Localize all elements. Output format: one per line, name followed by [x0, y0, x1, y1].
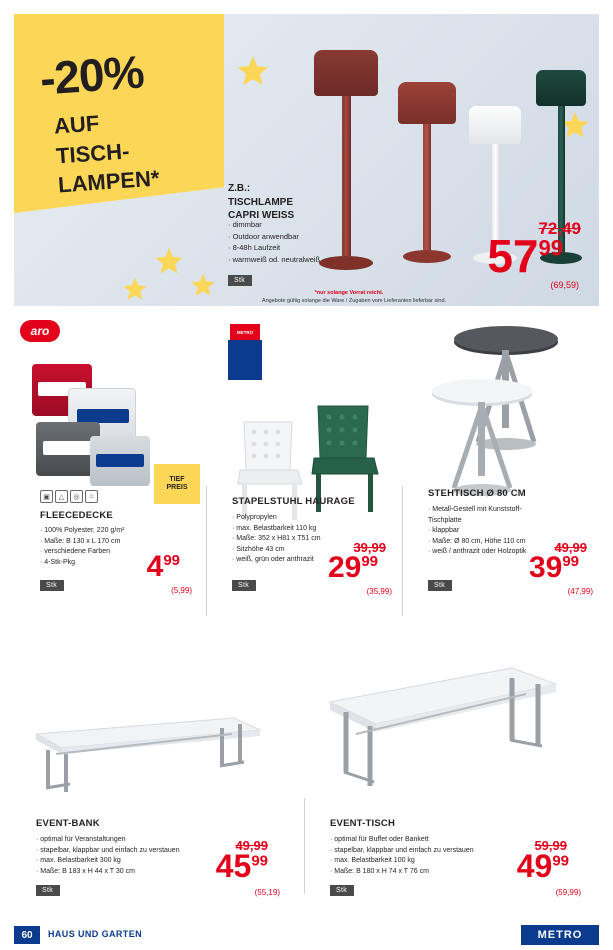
- unit-badge: Stk: [428, 580, 452, 591]
- unit-badge: Stk: [36, 885, 60, 896]
- list-item: · Outdoor anwendbar: [228, 231, 320, 243]
- hero-old-price: 72,49: [538, 219, 581, 238]
- product-name: STAPELSTUHL HAURAGE: [232, 496, 355, 507]
- price-cents: 99: [251, 852, 268, 870]
- hero-subtitle-line2: TISCH-: [55, 138, 131, 169]
- list-item: · Sitzhöhe 43 cm: [232, 545, 342, 556]
- list-item: · warmweiß od. neutralweiß: [228, 254, 320, 266]
- product-feature-list: [330, 835, 480, 877]
- lamp-image-red: [398, 82, 456, 263]
- price-main: 39: [528, 551, 563, 584]
- product-feature-list: [36, 835, 186, 877]
- list-item: · verschiedene Farben: [40, 547, 160, 558]
- star-icon: [122, 276, 148, 302]
- list-item: · Polypropylen: [232, 513, 342, 524]
- list-item: · Maße: Ø 80 cm, Höhe 110 cm: [428, 537, 540, 548]
- price-cents: 99: [552, 852, 569, 870]
- price-net: (55,19): [254, 888, 280, 897]
- product-card-stehtisch[interactable]: [406, 318, 599, 618]
- product-row-3: [14, 648, 599, 898]
- old-price: 49,99: [235, 838, 268, 853]
- list-item: · Maße: B 130 x L 170 cm: [40, 537, 160, 548]
- brand-flag: [228, 340, 262, 380]
- list-item: · 100% Polyester, 220 g/m²: [40, 526, 160, 537]
- wash-icon: ▣: [40, 490, 53, 503]
- price-main: 49: [516, 848, 553, 884]
- product-price: [215, 848, 268, 884]
- tiefpreis-line1: TIEF: [169, 476, 185, 484]
- product-feature-list: [428, 505, 540, 558]
- tumble-dry-icon: ◎: [70, 490, 83, 503]
- list-item: · 8-48h Laufzeit: [228, 242, 320, 254]
- price-main: 29: [327, 551, 362, 584]
- hero-product-name-line1: TISCHLAMPE: [228, 196, 293, 208]
- hero-price-cents: 99: [538, 235, 563, 261]
- hero-footnote-gray: Angebote gültig solange die Ware / Zugaben vom Lieferanten lieferbar sind.: [261, 298, 447, 304]
- list-item: · stapelbar, klappbar und einfach zu verstauen: [36, 846, 186, 857]
- list-item: · Maße: 352 x H81 x T51 cm: [232, 534, 342, 545]
- list-item: · max. Belastbarkeit 110 kg: [232, 524, 342, 535]
- price-net: (47,99): [567, 587, 593, 596]
- list-item: · klappbar: [428, 526, 540, 537]
- hero-product-name-line2: CAPRI WEISS: [228, 210, 295, 221]
- product-card-stapelstuhl[interactable]: [210, 318, 400, 618]
- product-name: EVENT-BANK: [36, 818, 100, 829]
- page-number: 60: [14, 926, 40, 944]
- product-card-event-tisch[interactable]: [310, 648, 599, 898]
- product-name: EVENT-TISCH: [330, 818, 396, 829]
- list-item: · max. Belastbarkeit 100 kg: [330, 856, 480, 867]
- divider: [304, 798, 305, 894]
- divider: [402, 486, 403, 616]
- product-price: [146, 550, 180, 583]
- product-price: [516, 848, 569, 884]
- care-icons: [40, 490, 98, 503]
- tiefpreis-badge: [154, 464, 200, 504]
- hero-subtitle-line3: LAMPEN*: [57, 165, 161, 198]
- price-net: (59,99): [555, 888, 581, 897]
- hero-discount: -20%: [38, 45, 146, 105]
- product-price: [327, 551, 378, 584]
- price-cents: 99: [562, 553, 579, 570]
- blanket-image-lightgray: [90, 436, 150, 486]
- list-item: · optimal für Buffet oder Bankett: [330, 835, 480, 846]
- old-price: 39,99: [353, 540, 386, 555]
- star-icon: [154, 246, 184, 276]
- unit-badge: Stk: [40, 580, 64, 591]
- star-icon: [236, 54, 270, 88]
- list-item: · stapelbar, klappbar und einfach zu verstauen: [330, 846, 480, 857]
- product-name: FLEECEDECKE: [40, 510, 113, 521]
- product-card-event-bank[interactable]: [14, 648, 302, 898]
- footer-category: HAUS UND GARTEN: [48, 929, 143, 939]
- footer-bar: [14, 926, 599, 944]
- list-item: · weiß / anthrazit oder Holzoptik: [428, 547, 540, 558]
- tiefpreis-line2: PREIS: [166, 484, 188, 491]
- list-item: · Maße: B 183 x H 44 x T 30 cm: [36, 867, 186, 878]
- price-cents: 99: [163, 552, 180, 569]
- metro-professional-badge: METRO: [230, 324, 260, 340]
- hero-promo-banner: [14, 14, 599, 306]
- product-feature-list: [40, 526, 160, 568]
- page-footer: [0, 922, 613, 950]
- product-price: [528, 551, 579, 584]
- bleach-icon: △: [55, 490, 68, 503]
- divider: [206, 486, 207, 616]
- hero-price-net: (69,59): [550, 280, 579, 290]
- hero-subtitle-line1: AUF: [53, 110, 101, 139]
- product-row-2: [14, 318, 599, 618]
- list-item: · Maße: B 180 x H 74 x T 76 cm: [330, 867, 480, 878]
- hero-price-main: 57: [487, 230, 539, 282]
- price-net: (35,99): [366, 587, 392, 596]
- old-price: 49,99: [554, 540, 587, 555]
- unit-badge: Stk: [330, 885, 354, 896]
- list-item: · Metall-Gestell mit Kunststoff-Tischplatte: [428, 505, 540, 526]
- hero-subtitle: [53, 105, 160, 201]
- lamp-image-dark-red-tall: [314, 50, 378, 270]
- hero-footnote-red: *nur solange Vorrat reicht.: [314, 290, 384, 296]
- price-net: (5,99): [171, 586, 192, 595]
- list-item: · dimmbar: [228, 219, 320, 231]
- table-image: [316, 654, 566, 803]
- hero-price: [487, 230, 563, 282]
- list-item: · max. Belastbarkeit 300 kg: [36, 856, 186, 867]
- metro-logo: METRO: [521, 925, 599, 945]
- list-item: · 4-Stk-Pkg: [40, 558, 160, 569]
- unit-badge: Stk: [232, 580, 256, 591]
- price-main: 4: [146, 550, 164, 583]
- hero-unit-badge-wrap: [228, 269, 252, 287]
- aro-brand-logo: aro: [20, 320, 60, 342]
- hero-product-name: [228, 182, 294, 223]
- bench-image: [26, 690, 266, 807]
- iron-icon: ⌂: [85, 490, 98, 503]
- product-card-fleecedecke[interactable]: [14, 318, 204, 618]
- product-name: STEHTISCH Ø 80 CM: [428, 488, 526, 499]
- old-price: 59,99: [534, 838, 567, 853]
- list-item: · weiß, grün oder anthrazit: [232, 555, 342, 566]
- price-cents: 99: [361, 553, 378, 570]
- unit-badge: Stk: [228, 275, 252, 286]
- hero-product-intro: Z.B.:: [228, 183, 251, 194]
- price-main: 45: [215, 848, 252, 884]
- product-feature-list: [232, 513, 342, 566]
- hero-feature-list: [228, 219, 320, 266]
- list-item: · optimal für Veranstaltungen: [36, 835, 186, 846]
